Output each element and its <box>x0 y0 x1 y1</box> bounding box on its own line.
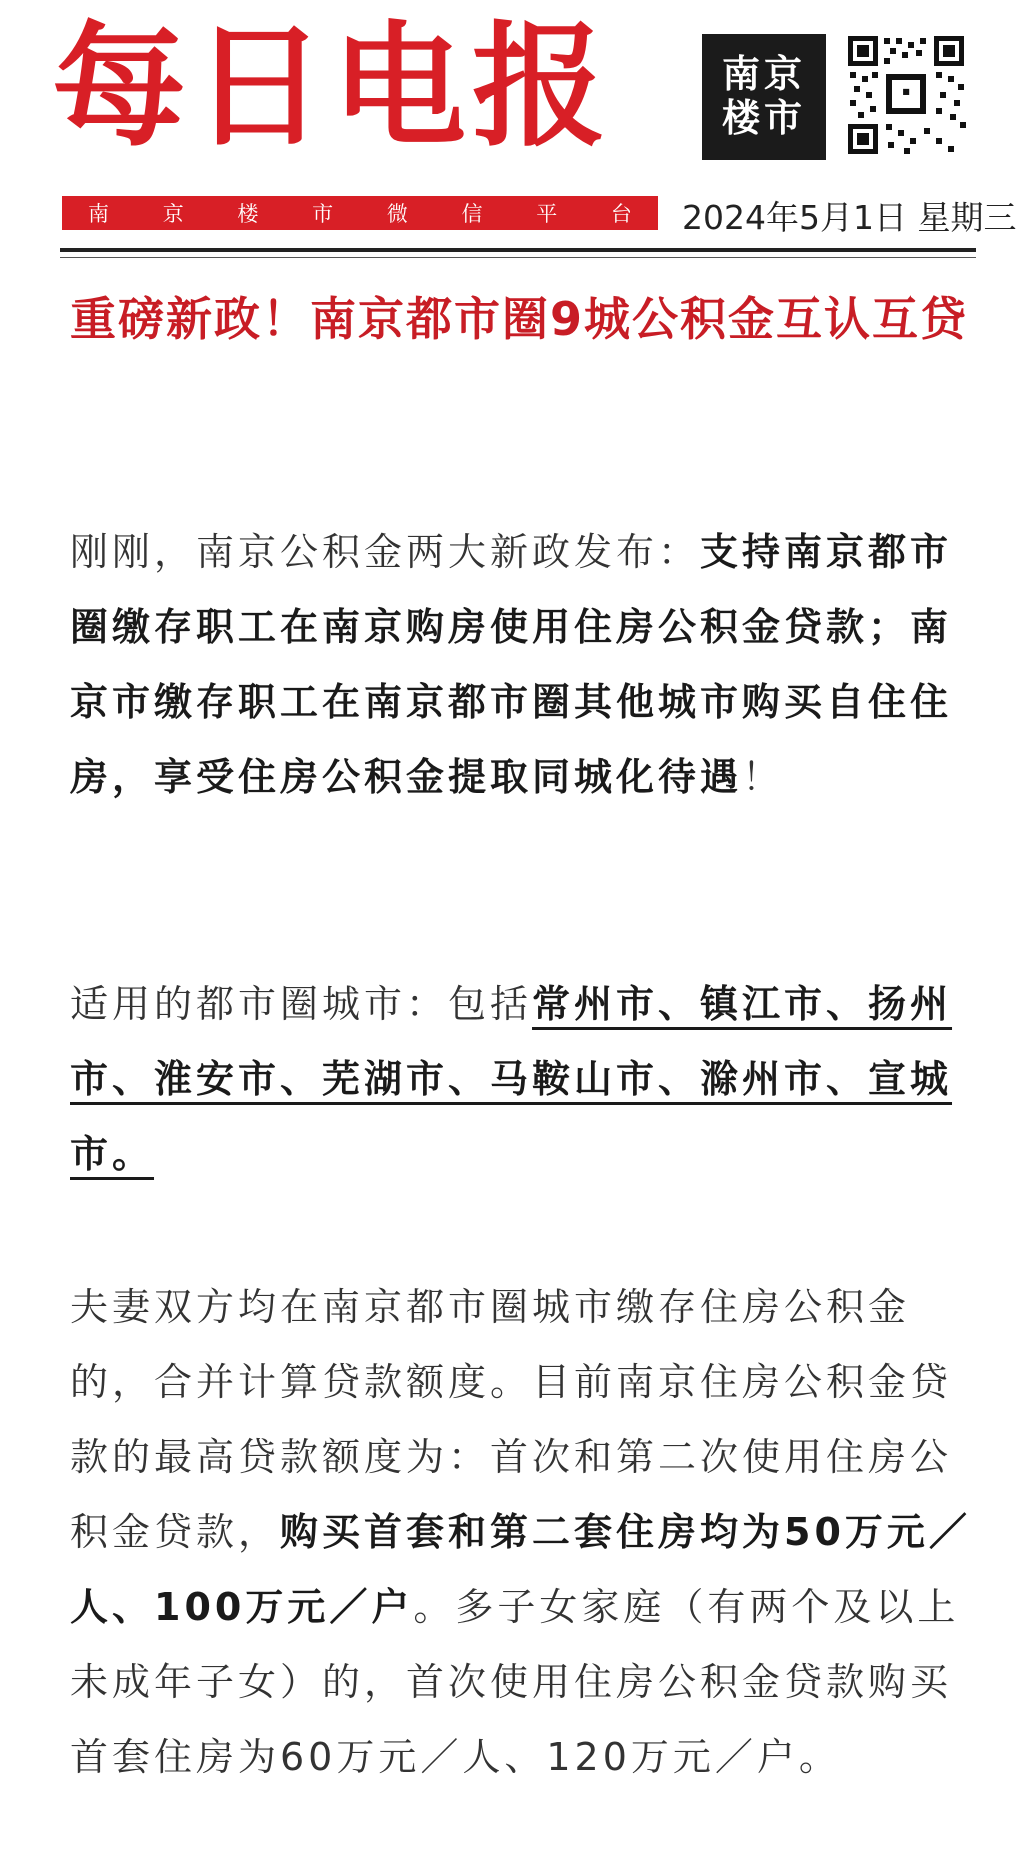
cities-intro: 适用的都市圈城市：包括 <box>70 982 533 1026</box>
divider-thick <box>60 248 976 252</box>
svg-text:■: ■ <box>902 87 910 96</box>
brand-line-2: 楼市 <box>721 96 806 140</box>
brand-logo-box <box>702 34 826 160</box>
newspaper-title: 每日电报 <box>52 9 613 165</box>
tagline-char: 微 <box>386 202 408 226</box>
cities-list: 常州市、镇江市、扬州市、淮安市、芜湖市、马鞍山市、滁州市、宣城市。 <box>70 982 953 1176</box>
paragraph-intro: 刚刚，南京公积金两大新政发布： <box>70 530 701 574</box>
tagline-char: 市 <box>312 202 334 226</box>
bold-policy-text: 支持南京都市圈缴存职工在南京购房使用住房公积金贷款；南京市缴存职工在南京都市圈其他城市购买自住住房，享受住房公积金提取同城化待遇 <box>70 530 953 799</box>
tagline-char: 台 <box>610 202 632 226</box>
tagline-char: 楼 <box>237 202 259 226</box>
paragraph-policy <box>70 515 988 815</box>
brand-line-1: 南京 <box>721 52 806 97</box>
divider-thin <box>60 257 976 258</box>
tagline-bar <box>62 196 658 230</box>
paragraph-cities <box>70 967 988 1192</box>
tagline-char: 南 <box>88 202 109 226</box>
tagline-char: 京 <box>162 202 184 226</box>
tagline-char: 平 <box>536 202 558 226</box>
qr-code-icon[interactable] <box>846 34 966 156</box>
issue-date: 2024年5月1日 星期三 <box>682 198 1017 237</box>
paragraph-loan-limits <box>70 1270 988 1795</box>
article-headline: 重磅新政！南京都市圈9城公积金互认互贷 <box>70 292 969 346</box>
loan-text-2: 。多子女家庭（有两个及以上未成年子女）的，首次使用住房公积金贷款购买首套住房为60万元／人、120万元／户。 <box>70 1585 960 1779</box>
loan-text-1: 夫妻双方均在南京都市圈城市缴存住房公积金的，合并计算贷款额度。目前南京住房公积金贷款的最高贷款额度为：首次和第二次使用住房公积金贷款， <box>70 1285 953 1554</box>
paragraph-end: ！ <box>742 755 785 799</box>
tagline-char: 信 <box>461 202 483 226</box>
loan-limit-bold: 购买首套和第二套住房均为50万元／人、100万元／户 <box>70 1510 971 1629</box>
